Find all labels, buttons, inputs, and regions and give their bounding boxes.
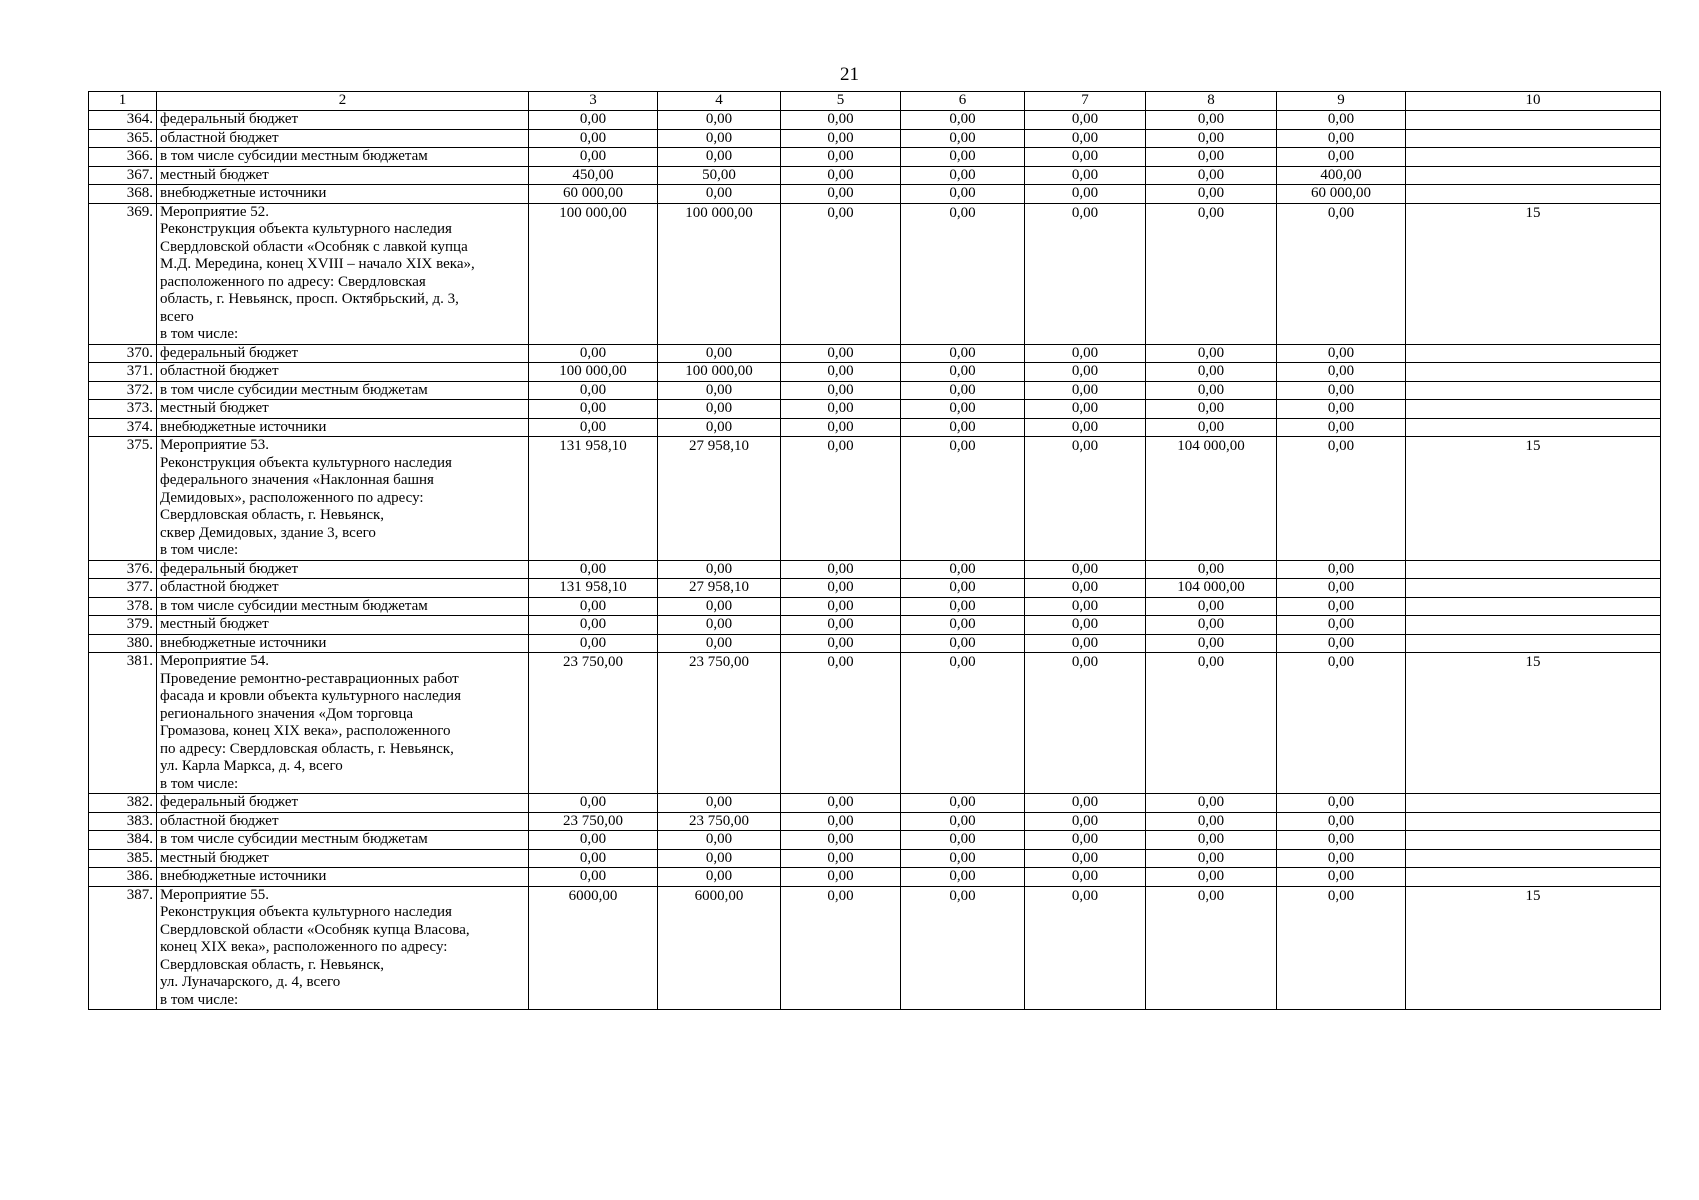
value-cell: 100 000,00 <box>529 363 658 382</box>
value-cell: 0,00 <box>658 111 781 130</box>
row-number: 387. <box>89 886 157 1010</box>
value-cell: 27 958,10 <box>658 437 781 561</box>
value-cell: 0,00 <box>1025 185 1146 204</box>
value-cell: 0,00 <box>1146 653 1277 794</box>
row-number: 377. <box>89 579 157 598</box>
event-row <box>89 437 1661 561</box>
value-cell: 0,00 <box>1025 794 1146 813</box>
value-cell: 0,00 <box>781 812 901 831</box>
value-cell: 100 000,00 <box>658 363 781 382</box>
row-name: внебюджетные источники <box>157 868 529 887</box>
target-number-cell: 15 <box>1406 203 1661 344</box>
table-row <box>89 344 1661 363</box>
value-cell: 0,00 <box>901 129 1025 148</box>
table-row <box>89 381 1661 400</box>
value-cell: 0,00 <box>1146 185 1277 204</box>
column-header: 1 <box>89 92 157 111</box>
value-cell: 0,00 <box>658 560 781 579</box>
value-cell: 0,00 <box>781 634 901 653</box>
target-number-cell <box>1406 111 1661 130</box>
table-row <box>89 597 1661 616</box>
value-cell: 0,00 <box>1277 363 1406 382</box>
value-cell: 0,00 <box>781 597 901 616</box>
target-number-cell <box>1406 185 1661 204</box>
value-cell: 0,00 <box>658 400 781 419</box>
value-cell: 0,00 <box>781 148 901 167</box>
value-cell: 450,00 <box>529 166 658 185</box>
value-cell: 0,00 <box>529 418 658 437</box>
row-name: Мероприятие 52. Реконструкция объекта культурного наследия Свердловской области «Особняк с лавкой купца М.Д. Мередина, конец XVIII – начало XIX века», расположенного по адресу: Свердловская область, г. Невьянск, просп. Октябрьский, д. 3, всего в том числе: <box>157 203 529 344</box>
target-number-cell: 15 <box>1406 886 1661 1010</box>
value-cell: 0,00 <box>781 418 901 437</box>
value-cell: 0,00 <box>658 148 781 167</box>
value-cell: 0,00 <box>1025 634 1146 653</box>
table-row <box>89 560 1661 579</box>
row-name: федеральный бюджет <box>157 111 529 130</box>
value-cell: 0,00 <box>1277 634 1406 653</box>
value-cell: 0,00 <box>1277 418 1406 437</box>
value-cell: 0,00 <box>1146 418 1277 437</box>
value-cell: 0,00 <box>1277 344 1406 363</box>
value-cell: 0,00 <box>1146 886 1277 1010</box>
value-cell: 0,00 <box>529 868 658 887</box>
row-name: федеральный бюджет <box>157 794 529 813</box>
target-number-cell: 15 <box>1406 437 1661 561</box>
value-cell: 0,00 <box>1025 129 1146 148</box>
table-row <box>89 418 1661 437</box>
value-cell: 0,00 <box>529 400 658 419</box>
row-number: 364. <box>89 111 157 130</box>
event-row <box>89 203 1661 344</box>
value-cell: 0,00 <box>1025 437 1146 561</box>
value-cell: 0,00 <box>1025 886 1146 1010</box>
table-row <box>89 831 1661 850</box>
row-number: 383. <box>89 812 157 831</box>
target-number-cell <box>1406 400 1661 419</box>
value-cell: 0,00 <box>1146 616 1277 635</box>
value-cell: 0,00 <box>1146 794 1277 813</box>
value-cell: 0,00 <box>1025 597 1146 616</box>
value-cell: 0,00 <box>1025 203 1146 344</box>
value-cell: 0,00 <box>1146 148 1277 167</box>
table-row <box>89 616 1661 635</box>
value-cell: 0,00 <box>1025 344 1146 363</box>
value-cell: 0,00 <box>901 653 1025 794</box>
value-cell: 0,00 <box>781 886 901 1010</box>
table-row <box>89 111 1661 130</box>
value-cell: 0,00 <box>658 129 781 148</box>
value-cell: 0,00 <box>901 400 1025 419</box>
row-name: местный бюджет <box>157 849 529 868</box>
value-cell: 0,00 <box>529 597 658 616</box>
row-number: 378. <box>89 597 157 616</box>
value-cell: 104 000,00 <box>1146 579 1277 598</box>
value-cell: 0,00 <box>1146 400 1277 419</box>
row-number: 366. <box>89 148 157 167</box>
value-cell: 0,00 <box>781 653 901 794</box>
value-cell: 0,00 <box>1277 203 1406 344</box>
table-row <box>89 148 1661 167</box>
value-cell: 6000,00 <box>529 886 658 1010</box>
row-number: 380. <box>89 634 157 653</box>
value-cell: 0,00 <box>901 185 1025 204</box>
value-cell: 0,00 <box>1277 129 1406 148</box>
target-number-cell <box>1406 363 1661 382</box>
value-cell: 0,00 <box>1277 868 1406 887</box>
row-name: в том числе субсидии местным бюджетам <box>157 597 529 616</box>
value-cell: 0,00 <box>658 344 781 363</box>
value-cell: 0,00 <box>529 381 658 400</box>
value-cell: 131 958,10 <box>529 579 658 598</box>
value-cell: 0,00 <box>1277 812 1406 831</box>
value-cell: 0,00 <box>529 831 658 850</box>
row-name: местный бюджет <box>157 400 529 419</box>
value-cell: 0,00 <box>1025 579 1146 598</box>
row-number: 375. <box>89 437 157 561</box>
value-cell: 0,00 <box>529 560 658 579</box>
row-number: 373. <box>89 400 157 419</box>
value-cell: 100 000,00 <box>658 203 781 344</box>
value-cell: 0,00 <box>1277 616 1406 635</box>
value-cell: 0,00 <box>901 437 1025 561</box>
value-cell: 0,00 <box>901 812 1025 831</box>
value-cell: 100 000,00 <box>529 203 658 344</box>
value-cell: 104 000,00 <box>1146 437 1277 561</box>
target-number-cell <box>1406 381 1661 400</box>
value-cell: 0,00 <box>1025 868 1146 887</box>
column-header: 10 <box>1406 92 1661 111</box>
row-number: 382. <box>89 794 157 813</box>
value-cell: 0,00 <box>1025 849 1146 868</box>
value-cell: 0,00 <box>781 868 901 887</box>
column-header: 5 <box>781 92 901 111</box>
table-row <box>89 400 1661 419</box>
value-cell: 0,00 <box>781 437 901 561</box>
value-cell: 0,00 <box>1277 400 1406 419</box>
table-row <box>89 868 1661 887</box>
value-cell: 0,00 <box>1277 437 1406 561</box>
value-cell: 0,00 <box>901 616 1025 635</box>
row-name: Мероприятие 55. Реконструкция объекта культурного наследия Свердловской области «Особняк купца Власова, конец XIX века», расположенного по адресу: Свердловская область, г. Невьянск, ул. Луначарского, д. 4, всего в том числе: <box>157 886 529 1010</box>
target-number-cell <box>1406 616 1661 635</box>
target-number-cell <box>1406 560 1661 579</box>
value-cell: 0,00 <box>658 634 781 653</box>
value-cell: 0,00 <box>1146 129 1277 148</box>
target-number-cell <box>1406 812 1661 831</box>
value-cell: 0,00 <box>1146 344 1277 363</box>
value-cell: 0,00 <box>1025 381 1146 400</box>
value-cell: 0,00 <box>781 400 901 419</box>
value-cell: 0,00 <box>658 849 781 868</box>
value-cell: 0,00 <box>1146 597 1277 616</box>
value-cell: 0,00 <box>529 634 658 653</box>
value-cell: 0,00 <box>901 597 1025 616</box>
value-cell: 0,00 <box>781 203 901 344</box>
value-cell: 0,00 <box>1277 849 1406 868</box>
row-number: 379. <box>89 616 157 635</box>
value-cell: 0,00 <box>1146 363 1277 382</box>
value-cell: 0,00 <box>1146 868 1277 887</box>
table-row <box>89 794 1661 813</box>
value-cell: 0,00 <box>1025 363 1146 382</box>
table-row <box>89 849 1661 868</box>
value-cell: 0,00 <box>1146 166 1277 185</box>
value-cell: 0,00 <box>658 185 781 204</box>
value-cell: 0,00 <box>658 597 781 616</box>
value-cell: 0,00 <box>1146 560 1277 579</box>
row-name: в том числе субсидии местным бюджетам <box>157 148 529 167</box>
row-number: 372. <box>89 381 157 400</box>
value-cell: 0,00 <box>658 381 781 400</box>
table-row <box>89 363 1661 382</box>
value-cell: 0,00 <box>781 579 901 598</box>
value-cell: 0,00 <box>1146 849 1277 868</box>
target-number-cell <box>1406 579 1661 598</box>
value-cell: 0,00 <box>1025 166 1146 185</box>
value-cell: 0,00 <box>781 111 901 130</box>
value-cell: 0,00 <box>529 616 658 635</box>
value-cell: 0,00 <box>529 111 658 130</box>
target-number-cell <box>1406 166 1661 185</box>
value-cell: 0,00 <box>658 418 781 437</box>
row-name: областной бюджет <box>157 129 529 148</box>
row-number: 386. <box>89 868 157 887</box>
value-cell: 0,00 <box>1146 831 1277 850</box>
value-cell: 400,00 <box>1277 166 1406 185</box>
target-number-cell <box>1406 597 1661 616</box>
value-cell: 0,00 <box>529 794 658 813</box>
value-cell: 0,00 <box>901 363 1025 382</box>
value-cell: 0,00 <box>1277 831 1406 850</box>
table-row <box>89 812 1661 831</box>
target-number-cell <box>1406 831 1661 850</box>
column-header: 2 <box>157 92 529 111</box>
value-cell: 0,00 <box>781 166 901 185</box>
value-cell: 0,00 <box>901 886 1025 1010</box>
row-name: федеральный бюджет <box>157 560 529 579</box>
value-cell: 0,00 <box>901 148 1025 167</box>
value-cell: 27 958,10 <box>658 579 781 598</box>
row-number: 374. <box>89 418 157 437</box>
value-cell: 60 000,00 <box>1277 185 1406 204</box>
value-cell: 0,00 <box>781 831 901 850</box>
target-number-cell: 15 <box>1406 653 1661 794</box>
row-name: в том числе субсидии местным бюджетам <box>157 831 529 850</box>
value-cell: 0,00 <box>781 849 901 868</box>
row-name: внебюджетные источники <box>157 418 529 437</box>
row-number: 367. <box>89 166 157 185</box>
value-cell: 0,00 <box>781 185 901 204</box>
value-cell: 131 958,10 <box>529 437 658 561</box>
budget-table <box>88 91 1661 1010</box>
value-cell: 0,00 <box>1025 812 1146 831</box>
value-cell: 0,00 <box>781 129 901 148</box>
value-cell: 0,00 <box>1277 111 1406 130</box>
row-number: 365. <box>89 129 157 148</box>
value-cell: 0,00 <box>658 616 781 635</box>
value-cell: 0,00 <box>781 381 901 400</box>
value-cell: 0,00 <box>1146 203 1277 344</box>
row-number: 368. <box>89 185 157 204</box>
table-row <box>89 166 1661 185</box>
value-cell: 23 750,00 <box>529 812 658 831</box>
row-name: местный бюджет <box>157 616 529 635</box>
table-row <box>89 129 1661 148</box>
value-cell: 0,00 <box>901 794 1025 813</box>
value-cell: 50,00 <box>658 166 781 185</box>
value-cell: 0,00 <box>1025 111 1146 130</box>
value-cell: 0,00 <box>901 634 1025 653</box>
event-row <box>89 886 1661 1010</box>
target-number-cell <box>1406 794 1661 813</box>
target-number-cell <box>1406 849 1661 868</box>
row-name: областной бюджет <box>157 812 529 831</box>
value-cell: 0,00 <box>529 344 658 363</box>
value-cell: 0,00 <box>1146 111 1277 130</box>
row-number: 385. <box>89 849 157 868</box>
value-cell: 0,00 <box>1277 560 1406 579</box>
value-cell: 0,00 <box>781 363 901 382</box>
row-number: 384. <box>89 831 157 850</box>
row-number: 371. <box>89 363 157 382</box>
column-header: 9 <box>1277 92 1406 111</box>
value-cell: 0,00 <box>901 418 1025 437</box>
value-cell: 0,00 <box>901 344 1025 363</box>
value-cell: 0,00 <box>1277 381 1406 400</box>
target-number-cell <box>1406 868 1661 887</box>
value-cell: 0,00 <box>529 148 658 167</box>
value-cell: 60 000,00 <box>529 185 658 204</box>
value-cell: 0,00 <box>1025 560 1146 579</box>
row-number: 369. <box>89 203 157 344</box>
row-name: областной бюджет <box>157 579 529 598</box>
value-cell: 0,00 <box>658 868 781 887</box>
value-cell: 0,00 <box>1025 616 1146 635</box>
value-cell: 23 750,00 <box>529 653 658 794</box>
header-row <box>89 92 1661 111</box>
row-name: областной бюджет <box>157 363 529 382</box>
value-cell: 0,00 <box>901 868 1025 887</box>
value-cell: 0,00 <box>1146 381 1277 400</box>
column-header: 6 <box>901 92 1025 111</box>
target-number-cell <box>1406 344 1661 363</box>
value-cell: 0,00 <box>781 344 901 363</box>
row-name: местный бюджет <box>157 166 529 185</box>
value-cell: 0,00 <box>1277 886 1406 1010</box>
value-cell: 0,00 <box>1146 812 1277 831</box>
column-header: 7 <box>1025 92 1146 111</box>
column-header: 8 <box>1146 92 1277 111</box>
row-name: Мероприятие 53. Реконструкция объекта культурного наследия федерального значения «Наклонная башня Демидовых», расположенного по адресу: Свердловская область, г. Невьянск, сквер Демидовых, здание 3, всего в том числе: <box>157 437 529 561</box>
row-name: внебюджетные источники <box>157 634 529 653</box>
page-number: 21 <box>840 64 859 85</box>
value-cell: 0,00 <box>529 849 658 868</box>
value-cell: 0,00 <box>901 560 1025 579</box>
value-cell: 0,00 <box>901 111 1025 130</box>
value-cell: 0,00 <box>1146 634 1277 653</box>
value-cell: 0,00 <box>781 616 901 635</box>
value-cell: 0,00 <box>658 831 781 850</box>
value-cell: 0,00 <box>1025 418 1146 437</box>
value-cell: 0,00 <box>1025 148 1146 167</box>
value-cell: 0,00 <box>1277 794 1406 813</box>
table-row <box>89 185 1661 204</box>
table-row <box>89 634 1661 653</box>
value-cell: 0,00 <box>901 831 1025 850</box>
value-cell: 0,00 <box>901 203 1025 344</box>
table-row <box>89 579 1661 598</box>
row-name: в том числе субсидии местным бюджетам <box>157 381 529 400</box>
value-cell: 0,00 <box>1025 653 1146 794</box>
value-cell: 0,00 <box>781 560 901 579</box>
value-cell: 6000,00 <box>658 886 781 1010</box>
row-number: 370. <box>89 344 157 363</box>
value-cell: 0,00 <box>1025 400 1146 419</box>
value-cell: 23 750,00 <box>658 812 781 831</box>
value-cell: 0,00 <box>1277 597 1406 616</box>
value-cell: 0,00 <box>901 381 1025 400</box>
column-header: 4 <box>658 92 781 111</box>
value-cell: 0,00 <box>901 849 1025 868</box>
value-cell: 0,00 <box>781 794 901 813</box>
event-row <box>89 653 1661 794</box>
row-number: 381. <box>89 653 157 794</box>
row-number: 376. <box>89 560 157 579</box>
value-cell: 0,00 <box>901 166 1025 185</box>
target-number-cell <box>1406 129 1661 148</box>
value-cell: 0,00 <box>1277 579 1406 598</box>
row-name: федеральный бюджет <box>157 344 529 363</box>
row-name: внебюджетные источники <box>157 185 529 204</box>
target-number-cell <box>1406 634 1661 653</box>
value-cell: 23 750,00 <box>658 653 781 794</box>
value-cell: 0,00 <box>1277 148 1406 167</box>
value-cell: 0,00 <box>529 129 658 148</box>
table-body <box>89 111 1661 1010</box>
target-number-cell <box>1406 148 1661 167</box>
row-name: Мероприятие 54. Проведение ремонтно-реставрационных работ фасада и кровли объекта культурного наследия регионального значения «Дом торговца Громазова, конец XIX века», расположенного по адресу: Свердловская область, г. Невьянск, ул. Карла Маркса, д. 4, всего в том числе: <box>157 653 529 794</box>
value-cell: 0,00 <box>1025 831 1146 850</box>
target-number-cell <box>1406 418 1661 437</box>
column-header: 3 <box>529 92 658 111</box>
value-cell: 0,00 <box>901 579 1025 598</box>
value-cell: 0,00 <box>1277 653 1406 794</box>
value-cell: 0,00 <box>658 794 781 813</box>
